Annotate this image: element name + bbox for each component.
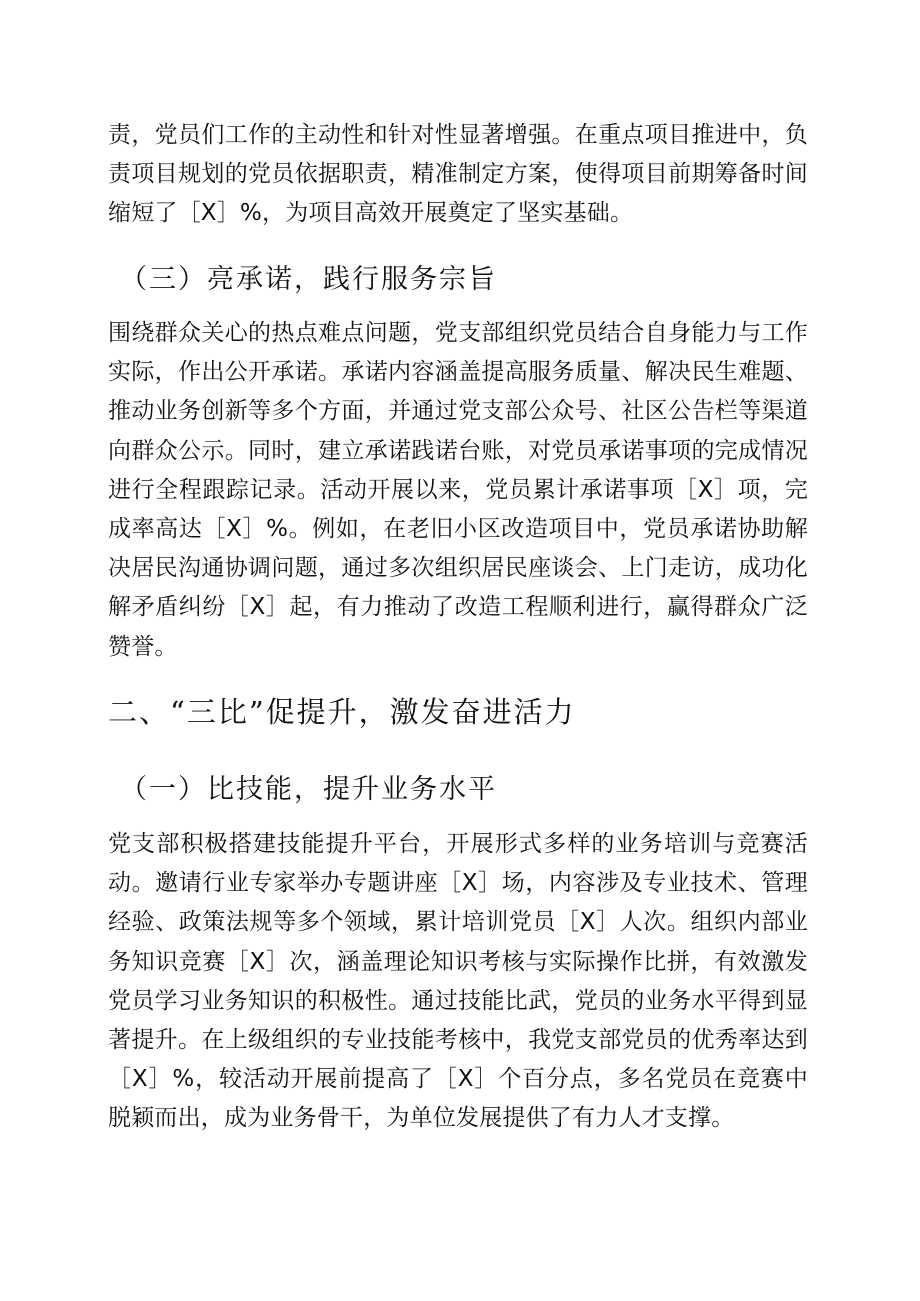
paragraph-public-commitment: 围绕群众关心的热点难点问题，党支部组织党员结合自身能力与工作实际，作出公开承诺。承诺内容涵盖提高服务质量、解决民生难题、推动业务创新等多个方面，并通过党支部公众号、社区公告栏等渠道向群众公示。同时，建立承诺践诺台账，对党员承诺事项的完成情况进行全程跟踪记录。活动开展以来，党员累计承诺事项［X］项，完成率高达［X］%。例如，在老旧小区改造项目中，党员承诺协助解决居民沟通协调问题，通过多次组织居民座谈会、上门走访，成功化解矛盾纠纷［X］起，有力推动了改造工程顺利进行，赢得群众广泛赞誉。: [108, 320, 808, 660]
paragraph-skills-training: 党支部积极搭建技能提升平台，开展形式多样的业务培训与竞赛活动。邀请行业专家举办专题讲座［X］场，内容涉及专业技术、管理经验、政策法规等多个领域，累计培训党员［X］人次。组织内部业务知识竞赛［X］次，涵盖理论知识考核与实际操作比拼，有效激发党员学习业务知识的积极性。通过技能比武，党员的业务水平得到显著提升。在上级组织的专业技能考核中，我党支部党员的优秀率达到［X］%，较活动开展前提高了［X］个百分点，多名党员在竞赛中脱颖而出，成为业务骨干，为单位发展提供了有力人才支撑。: [108, 831, 808, 1132]
paragraph-project-planning: 责，党员们工作的主动性和针对性显著增强。在重点项目推进中，负责项目规划的党员依据职责，精准制定方案，使得项目前期筹备时间缩短了［X］%，为项目高效开展奠定了坚实基础。: [108, 122, 808, 227]
section-heading-skills: （一）比技能，提升业务水平: [120, 774, 497, 805]
section-heading-commitment: （三）亮承诺，践行服务宗旨: [120, 264, 497, 295]
chapter-heading-three-comparisons: 二、“三比”促提升，激发奋进活力: [108, 695, 576, 729]
